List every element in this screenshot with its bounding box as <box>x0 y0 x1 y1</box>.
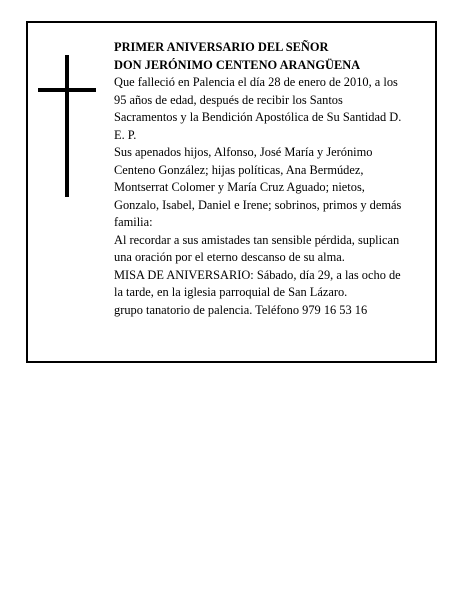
cross-vertical-bar <box>65 55 69 197</box>
notice-text-block <box>114 39 404 319</box>
request-paragraph: Al recordar a sus amistades tan sensible pérdida, suplican una oración por el eterno descanso de su alma. <box>114 232 400 264</box>
cross-horizontal-bar <box>38 88 96 92</box>
notice-title-line-1: PRIMER ANIVERSARIO DEL SEÑOR <box>114 40 329 54</box>
notice-title-line-2: DON JERÓNIMO CENTENO ARANGÜENA <box>114 57 361 72</box>
family-paragraph: Sus apenados hijos, Alfonso, José María y Jerónimo Centeno González; hijas políticas, Ana Bermúdez, Montserrat Colomer y María Cruz Aguado; nietos, Gonzalo, Isabel, Daniel e Irene; sobrinos, primos y demás familia: <box>114 145 402 229</box>
mass-paragraph: MISA DE ANIVERSARIO: Sábado, día 29, a las ocho de la tarde, en la iglesia parroquial de San Lázaro. <box>114 267 401 299</box>
cross-icon <box>38 55 96 197</box>
funeral-home-paragraph: grupo tanatorio de palencia. Teléfono 979 16 53 16 <box>114 302 368 317</box>
passing-paragraph: Que falleció en Palencia el día 28 de enero de 2010, a los 95 años de edad, después de recibir los Santos Sacramentos y la Bendición Apostólica de Su Santidad D. E. P. <box>114 75 402 142</box>
